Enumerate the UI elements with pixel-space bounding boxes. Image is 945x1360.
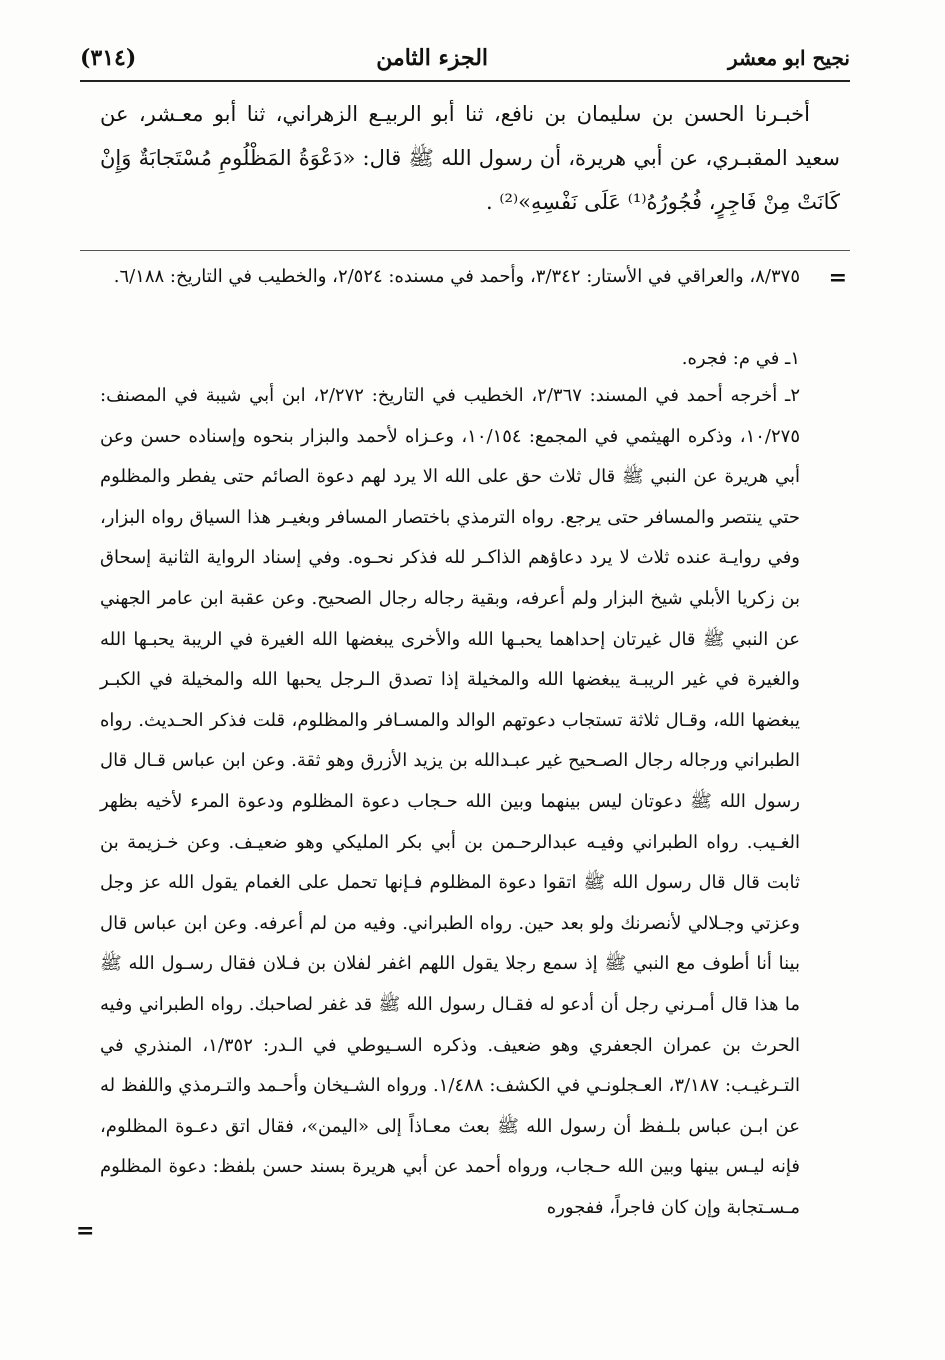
header-rule <box>80 80 850 82</box>
author-name: نجيح ابو معشر <box>727 46 850 70</box>
footnote-2-continuation-marker: = <box>76 1218 95 1244</box>
takhrij-continuation <box>100 260 800 294</box>
footnote-1: ١ـ في م: فجره. <box>681 348 800 369</box>
footnote-2: ٢ـ أخرجه أحمد في المسند: ٢/٣٦٧، الخطيب في التاريخ: ٢/٢٧٢، ابن أبي شيبة في المصنف: ١٠/٢٧٥، وذكره الهيثمي في المجمع: ١٠/١٥٤، وعـزاه لأحمد والبزار بنحوه وإسناده حسن وعن أبي هريرة عن النبي ﷺ قال ثلاث حق على الله الا يرد لهم دعوة الصائم حتى يفطر والمظلوم حتي ينتصر والمسافر حتى يرجع. رواه الترمذي باختصار المسافر وبغيـر هذا السياق رواه البزار، وفي روايـة عنده ثلاث لا يرد دعاؤهم الذاكـر لله فذكر نحـوه. وفي إسناد الرواية الثانية إسحاق بن زكريا الأبلي شيخ البزار ولم أعرفه، وبقية رجاله رجال الصحيح. وعن عقبة ابن عامر الجهني عن النبي ﷺ قال غيرتان إحداهما يحبـها الله والأخرى يبغضها الله الغيرة في الريبة يحبـها الله والغيرة في غير الريبـة يبغضها الله والمخيلة إذا تصدق الـرجل يحبها الله والمخيلة في الكبـر يبغضها الله، وقـال ثلاثة تستجاب دعوتهم الوالد والمسـافر والمظلوم، قلت فذكر الحـديث. رواه الطبراني ورجاله رجال الصـحيح غير عبـدالله بن يزيد الأزرق وهو ثقة. وعن ابن عباس قـال قال رسول الله ﷺ دعوتان ليس بينهما وبين الله حـجاب دعوة المظلوم ودعوة المرء لأخيه بظهر الغـيب. رواه الطبراني وفيـه عبدالرحـمن بن أبي بكر المليكي وهو ضعيـف. وعن خـزيمة بن ثابت قال قال رسول الله ﷺ اتقوا دعوة المظلوم فـإنها تحمل على الغمام يقول الله عز وجل وعزتي وجـلالي لأنصرنك ولو بعد حين. رواه الطبراني. وفيه من لم أعرفه. وعن ابن عباس قال بينا أنا أطوف مع النبي ﷺ إذ سمع رجلا يقول اللهم اغفر لفلان بن فـلان فقال رسـول الله ﷺ ما هذا قال أمـرني رجل أن أدعو له فقـال رسول الله ﷺ قد غفر لصاحبك. رواه الطبراني وفيه الحرث بن عمران الجعفري وهو ضعيف. وذكره السـيوطي في الـدر: ١/٣٥٢، المنذري في التـرغيـب: ٣/١٨٧، العـجلونـي في الكشف: ١/٤٨٨. ورواه الشـيخان وأحـمد والتـرمذي واللفظ له عن ابـن عباس بلـفظ أن رسول الله ﷺ بعث معـاذاً إلى «اليمن»، فقال اتق دعـوة المظلوم، فإنه ليـس بينها وبين الله حـجاب، ورواه أحمد عن أبي هريرة بسند حسن بلفظ: دعوة المظلوم مـسـتجابة وإن كان فاجراً، ففجوره <box>100 385 801 1218</box>
footnote-separator <box>80 250 850 251</box>
takhrij-text: ٨/٣٧٥، والعراقي في الأستار: ٣/٣٤٢، وأحمد في مسنده: ٢/٥٢٤، والخطيب في التاريخ: ٦/١٨٨. <box>113 266 800 287</box>
volume-title: الجزء الثامن <box>376 45 489 71</box>
hadith-paragraph: أخبـرنا الحسن بن سليمان بن نافع، ثنا أبو الربيـع الزهراني، ثنا أبو معـشر، عن سعيد المقبـري، عن أبي هريرة، أن رسول الله ﷺ قال: «دَعْوَةُ المَظْلُومِ مُسْتَجابَةٌ وَإِنْ كَانَتْ مِنْ فَاجِرٍ، فُجُورُهُ⁽¹⁾ عَلَى نَفْسِهِ»⁽²⁾ . <box>100 102 840 214</box>
page-header <box>80 38 850 78</box>
footnotes <box>100 342 800 1228</box>
page-number: (٣١٤) <box>80 45 137 71</box>
main-text <box>100 92 840 224</box>
continuation-marker: = <box>828 265 847 291</box>
